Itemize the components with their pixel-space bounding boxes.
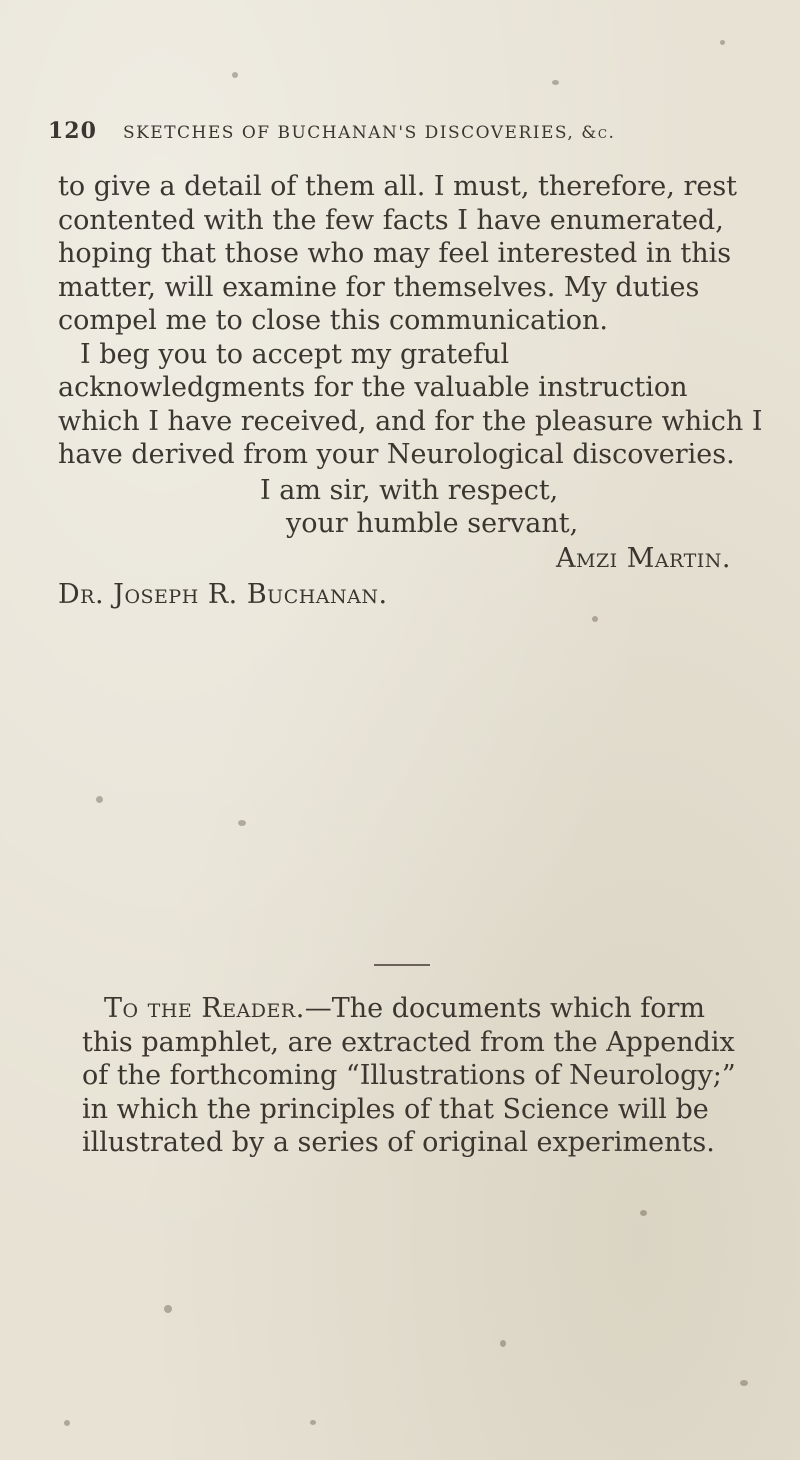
closing-line: I am sir, with respect, [260, 474, 559, 506]
foxing-speck [164, 1305, 172, 1313]
letter-paragraph: to give a detail of them all. I must, therefore, rest contented with the few facts I have enumerated, hoping that those who may feel interested in this matter, will examine for themselves. My duties compel me to close this communication. [58, 171, 738, 336]
foxing-speck [500, 1340, 506, 1347]
reader-note-text: —The documents which form this pamphlet, are extracted from the Appendix of the forthcoming “Illustrations of Neurology;” in which the principles of that Science will be illustrated by a series of original experiments. [82, 993, 736, 1158]
foxing-speck [96, 796, 103, 803]
page-header [48, 118, 708, 144]
signature: Amzi Martin. [556, 542, 731, 574]
foxing-speck [640, 1210, 647, 1216]
reader-note-paragraph [82, 992, 750, 1160]
addressee: Dr. Joseph R. Buchanan. [58, 579, 388, 610]
running-head: SKETCHES OF BUCHANAN'S DISCOVERIES, &c. [122, 123, 616, 143]
foxing-speck [592, 616, 598, 622]
closing-line: your humble servant, [286, 507, 579, 539]
foxing-speck [64, 1420, 70, 1426]
foxing-speck [552, 80, 559, 85]
foxing-speck [238, 820, 246, 826]
foxing-speck [232, 72, 238, 78]
page-number: 120 [48, 118, 97, 144]
letter-closing [58, 474, 763, 540]
reader-note [82, 992, 750, 1160]
reader-note-lead: To the Reader. [104, 993, 305, 1024]
letter-body [58, 170, 763, 612]
letter-paragraph: I beg you to accept my grateful acknowledgments for the valuable instruction which I have received, and for the pleasure which I have derived from your Neurological discoveries. [58, 338, 763, 470]
foxing-speck [740, 1380, 748, 1386]
section-divider [374, 964, 430, 966]
foxing-speck [310, 1420, 316, 1425]
foxing-speck [720, 40, 725, 45]
